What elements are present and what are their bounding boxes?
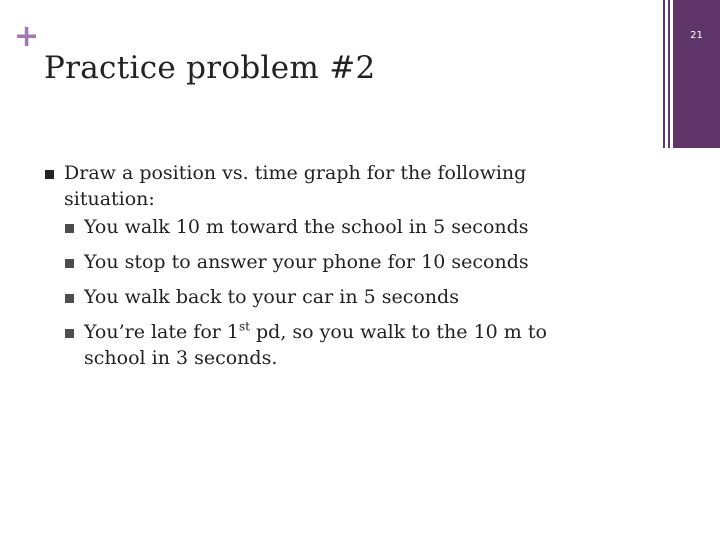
sub-bullet-text: You walk 10 m toward the school in 5 seconds — [84, 216, 529, 238]
sub-bullet-text-end: pd, so you walk to the 10 m to school in 3 seconds. — [84, 321, 547, 369]
sub-bullet — [64, 319, 604, 371]
square-bullet-icon — [65, 224, 74, 233]
square-bullet-icon — [65, 294, 74, 303]
page-title: Practice problem #2 — [44, 50, 376, 86]
ordinal-superscript: st — [238, 319, 250, 334]
slide-number-panel — [673, 0, 720, 148]
square-bullet-icon — [45, 170, 54, 179]
square-bullet-icon — [65, 259, 74, 268]
sub-bullet-list — [44, 214, 604, 371]
square-bullet-icon — [65, 329, 74, 338]
sub-bullet — [64, 249, 604, 275]
sub-bullet-text: You stop to answer your phone for 10 seconds — [84, 251, 529, 273]
sub-bullet-text — [84, 321, 547, 369]
sub-bullet — [64, 284, 604, 310]
sub-bullet — [64, 214, 604, 240]
sub-bullet-text: You walk back to your car in 5 seconds — [84, 286, 459, 308]
decorative-lines — [663, 0, 671, 148]
sub-bullet-text-start: You’re late for 1 — [84, 321, 239, 343]
plus-icon: + — [14, 19, 40, 54]
main-bullet — [44, 160, 604, 212]
slide-number: 21 — [690, 30, 703, 41]
slide-content — [44, 160, 604, 380]
main-bullet-text: Draw a position vs. time graph for the following situation: — [64, 162, 527, 210]
